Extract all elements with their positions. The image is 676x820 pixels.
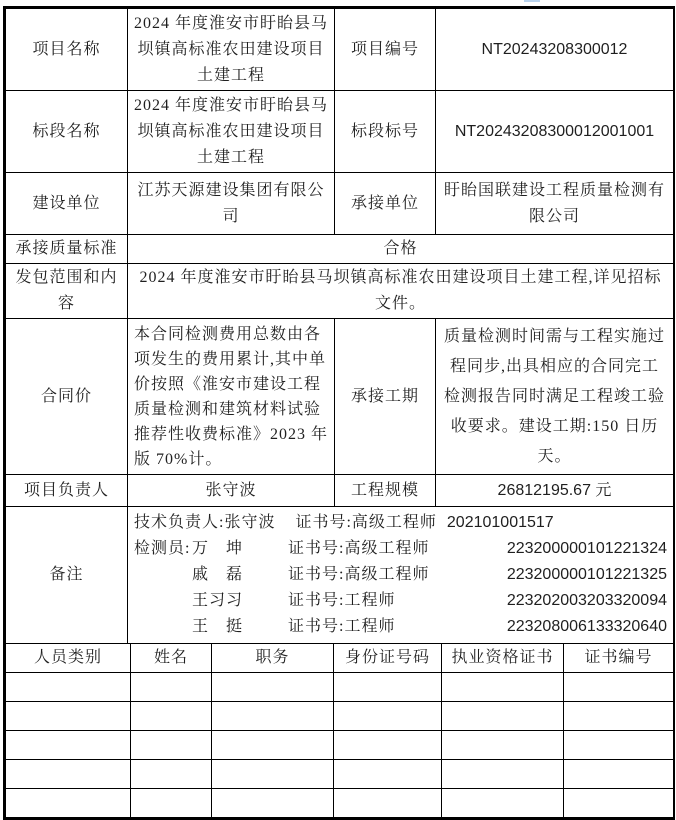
empty-cell [564, 789, 674, 818]
empty-cell [131, 789, 212, 818]
empty-cell [6, 731, 131, 760]
empty-cell [131, 760, 212, 789]
project-no-value: NT20243208300012 [436, 9, 674, 91]
project-scale-label: 工程规模 [335, 475, 436, 507]
empty-cell [334, 789, 442, 818]
remark-person-name: 万 坤 [192, 540, 244, 557]
empty-cell [6, 702, 131, 731]
contract-price-value: 本合同检测费用总数由各项发生的费用累计,其中单价按照《淮安市建设工程质量检测和建筑材料试验推荐性收费标准》2023 年版 70%计。 [128, 319, 335, 475]
quality-standard-value: 合格 [128, 235, 674, 264]
accept-unit-value: 盱眙国联建设工程质量检测有限公司 [436, 173, 674, 235]
empty-cell [212, 789, 334, 818]
personnel-title-header: 职务 [212, 644, 334, 673]
empty-cell [564, 731, 674, 760]
accept-unit-label: 承接单位 [335, 173, 436, 235]
personnel-category-header: 人员类别 [6, 644, 131, 673]
personnel-qualification-header: 执业资格证书 [442, 644, 564, 673]
empty-cell [6, 673, 131, 702]
remark-cert-title: 证书号:高级工程师 [295, 514, 437, 531]
remark-cert-number: 202101001517 [446, 514, 554, 531]
table-row [6, 264, 674, 319]
empty-cell [442, 789, 564, 818]
remark-role: 技术负责人:张守波 [134, 514, 276, 531]
empty-cell [131, 731, 212, 760]
duration-value: 质量检测时间需与工程实施过程同步,出具相应的合同完工检测报告同时满足工程竣工验收要求。建设工期:150 日历天。 [436, 319, 674, 475]
empty-cell [442, 702, 564, 731]
remark-person-name: 戚 磊 [192, 566, 244, 583]
remark-cert-number: 223202003203320094 [506, 592, 667, 609]
build-unit-value: 江苏天源建设集团有限公司 [128, 173, 335, 235]
empty-cell [564, 673, 674, 702]
table-row [6, 91, 674, 173]
empty-cell [6, 760, 131, 789]
project-scale-value: 26812195.67 元 [436, 475, 674, 507]
empty-cell [6, 789, 131, 818]
remark-cert-title: 证书号:高级工程师 [288, 540, 430, 557]
project-manager-label: 项目负责人 [6, 475, 128, 507]
personnel-certno-header: 证书编号 [564, 644, 674, 673]
project-name-value: 2024 年度淮安市盱眙县马坝镇高标准农田建设项目土建工程 [128, 9, 335, 91]
remark-line [134, 588, 669, 614]
empty-cell [564, 760, 674, 789]
personnel-empty-row [6, 731, 674, 760]
personnel-empty-row [6, 702, 674, 731]
remark-person-name: 王习习 [192, 592, 244, 609]
remark-cert-number: 223200000101221324 [506, 540, 667, 557]
remark-line [134, 562, 669, 588]
section-name-label: 标段名称 [6, 91, 128, 173]
empty-cell [131, 673, 212, 702]
contract-upper-table [5, 8, 674, 644]
remark-cert-title: 证书号:工程师 [288, 618, 396, 635]
remark-person-name: 王 挺 [192, 618, 244, 635]
empty-cell [334, 702, 442, 731]
build-unit-label: 建设单位 [6, 173, 128, 235]
empty-cell [564, 702, 674, 731]
empty-cell [442, 731, 564, 760]
remark-label: 备注 [6, 507, 128, 644]
empty-cell [442, 760, 564, 789]
personnel-table [5, 643, 674, 818]
remark-cert-number: 223200000101221325 [506, 566, 667, 583]
remark-cert-number: 223208006133320640 [506, 618, 667, 635]
table-row [6, 173, 674, 235]
project-no-label: 项目编号 [335, 9, 436, 91]
personnel-id-header: 身份证号码 [334, 644, 442, 673]
section-no-value: NT20243208300012001001 [436, 91, 674, 173]
quality-standard-label: 承接质量标准 [6, 235, 128, 264]
remark-line [134, 536, 669, 562]
scan-artifact [524, 0, 540, 2]
remark-line [134, 510, 669, 536]
remark-cert-title: 证书号:高级工程师 [288, 566, 430, 583]
project-name-label: 项目名称 [6, 9, 128, 91]
table-row [6, 235, 674, 264]
empty-cell [334, 673, 442, 702]
section-no-label: 标段标号 [335, 91, 436, 173]
personnel-empty-row [6, 789, 674, 818]
section-name-value: 2024 年度淮安市盱眙县马坝镇高标准农田建设项目土建工程 [128, 91, 335, 173]
empty-cell [334, 760, 442, 789]
empty-cell [442, 673, 564, 702]
empty-cell [212, 731, 334, 760]
table-row [6, 9, 674, 91]
empty-cell [212, 673, 334, 702]
project-manager-value: 张守波 [128, 475, 335, 507]
personnel-empty-row [6, 673, 674, 702]
personnel-name-header: 姓名 [131, 644, 212, 673]
table-row [6, 507, 674, 644]
personnel-empty-row [6, 760, 674, 789]
contract-info-table [3, 6, 675, 820]
empty-cell [334, 731, 442, 760]
empty-cell [212, 760, 334, 789]
table-row [6, 475, 674, 507]
scope-value: 2024 年度淮安市盱眙县马坝镇高标准农田建设项目土建工程,详见招标文件。 [128, 264, 674, 319]
remark-line [134, 614, 669, 640]
empty-cell [131, 702, 212, 731]
remark-cert-title: 证书号:工程师 [288, 592, 396, 609]
empty-cell [212, 702, 334, 731]
table-row [6, 319, 674, 475]
scope-label: 发包范围和内容 [6, 264, 128, 319]
remark-value [128, 507, 674, 644]
duration-label: 承接工期 [335, 319, 436, 475]
contract-price-label: 合同价 [6, 319, 128, 475]
remark-role: 检测员: [134, 540, 191, 557]
personnel-header-row [6, 644, 674, 673]
